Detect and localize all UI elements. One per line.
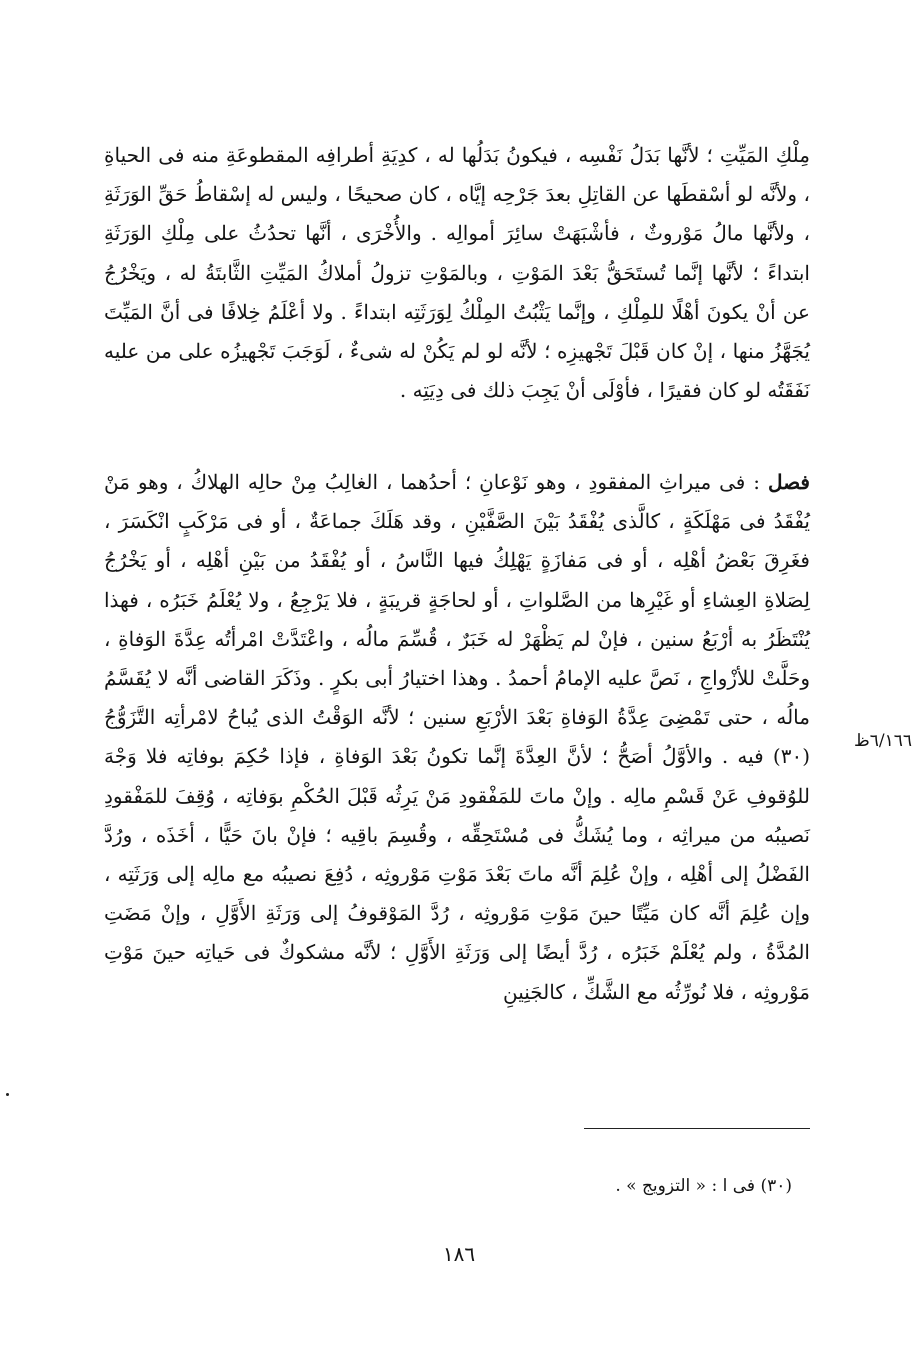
body-paragraph-2 [104,463,810,1012]
body-paragraph-1: مِلْكِ المَيِّتِ ؛ لأنَّها بَدَلُ نَفْسِه ، فيكونُ بَدَلُها له ، كدِيَةِ أطرافِه المقطوعَةِ منه فى الحياةِ ، ولأنَّه لو أسْقطَها عن القاتِلِ بعدَ جَرْحِه إيَّاه ، كان صحيحًا ، وليس له إسْقاطُ حَقِّ الوَرَثَةِ ، ولأنَّها مالُ مَوْروثٌ ، فأشْبَهَتْ سائِرَ أموالِه . والأُخْرَى ، أنَّها تحدُثُ على مِلْكِ الوَرَثَةِ ابتداءً ؛ لأنَّها إنَّما تُستَحَقُّ بَعْدَ المَوْتِ ، وبالمَوْتِ تزولُ أملاكُ المَيِّتِ الثَّابتَةُ له ، ويَخْرُجُ عن أنْ يكونَ أهْلًا للمِلْكِ ، وإنَّما يَثْبُتُ المِلْكُ لِوَرَثَتِه ابتداءً . ولا أعْلَمُ خِلافًا فى أنَّ المَيِّتَ يُجَهَّزُ منها ، إنْ كان قَبْلَ تَجْهيزِه ؛ لأنَّه لو لم يَكُنْ له شىءٌ ، لَوَجَبَ تَجْهيزُه على من عليه نَفَقَتُه لو كان فقيرًا ، فأوْلَى أنْ يَجِبَ ذلك فى دِيَتِه . [104,143,810,403]
page-number: ١٨٦ [442,1242,476,1266]
section-heading-fasl: فصل [767,470,810,494]
margin-folio-note: ٦/١٦٦ظ [854,731,912,751]
footnote: (٣٠) فى ا : « التزويج » . [615,1176,792,1196]
stray-ink-mark [6,1093,9,1096]
footnote-separator [584,1128,810,1129]
body-paragraph-2-text: : فى ميراثِ المفقودِ ، وهو نَوْعانِ ؛ أحدُهما ، الغالِبُ مِنْ حالِه الهلاكُ ، وهو مَنْ يُفْقَدُ فى مَهْلَكَةٍ ، كالَّذى يُفْقَدُ بَيْنَ الصَّفَّيْنِ ، وقد هَلَكَ جماعَةٌ ، أو فى مَرْكَبٍ انْكَسَرَ ، فغَرِقَ بَعْضُ أهْلِه ، أو فى مَفازَةٍ يَهْلِكُ فيها النَّاسُ ، أو يُفْقَدُ من بَيْنِ أهْلِه ، أو يَخْرُجُ لِصَلاةِ العِشاءِ أو غَيْرِها من الصَّلواتِ ، أو لحاجَةٍ قريبَةٍ ، فلا يَرْجِعُ ، ولا يُعْلَمُ خَبَرُه ، فهذا يُنْتَظَرُ به أرْبَعُ سنين ، فإنْ لم يَظْهَرْ له خَبَرٌ ، قُسِّمَ مالُه ، واعْتَدَّتْ امْرأتُه عِدَّةَ الوَفاةِ ، وحَلَّتْ للأزْواجِ ، نَصَّ عليه الإمامُ أحمدُ . وهذا اختيارُ أبى بكرٍ . وذَكَرَ القاضى أنَّه لا يُقَسَّمُ مالُه ، حتى تَمْضِىَ عِدَّةُ الوَفاةِ بَعْدَ الأرْبَعِ سنين ؛ لأنَّه الوَقْتُ الذى يُباحُ لامْرأتِه التَّزَوُّجُ (٣٠) فيه . والأوَّلُ أصَحُّ ؛ لأنَّ العِدَّةَ إنَّما تكونُ بَعْدَ الوَفاةِ ، فإذا حُكِمَ بوفاتِه فلا وَجْهَ للوُقوفِ عَنْ قَسْمِ مالِه . وإنْ ماتَ للمَفْقودِ مَنْ يَرِثُه قَبْلَ الحُكْمِ بوَفاتِه ، وُقِفَ للمَفْقودِ نَصيبُه من ميراثِه ، وما يُشَكُّ فى مُسْتَحِقِّه ، وقُسِمَ باقِيه ؛ فإنْ بانَ حَيًّا ، أخَذَه ، ورُدَّ الفَضْلُ إلى أهْلِه ، وإنْ عُلِمَ أنَّه ماتَ بَعْدَ مَوْتِ مَوْروثِه ، دُفِعَ نصيبُه مع مالِه إلى وَرَثَتِه ، وإن عُلِمَ أنَّه كان مَيِّتًا حينَ مَوْتِ مَوْروثِه ، رُدَّ المَوْقوفُ إلى وَرَثَةِ الأَوَّلِ ، وإنْ مَضَتِ المُدَّةُ ، ولم يُعْلَمْ خَبَرُه ، رُدَّ أيضًا إلى وَرَثَةِ الأَوَّلِ ؛ لأنَّه مشكوكٌ فى حَياتِه حينَ مَوْتِ مَوْروثِه ، فلا نُورِّثُه مع الشَّكِّ ، كالجَنِينِ [104,470,811,1004]
